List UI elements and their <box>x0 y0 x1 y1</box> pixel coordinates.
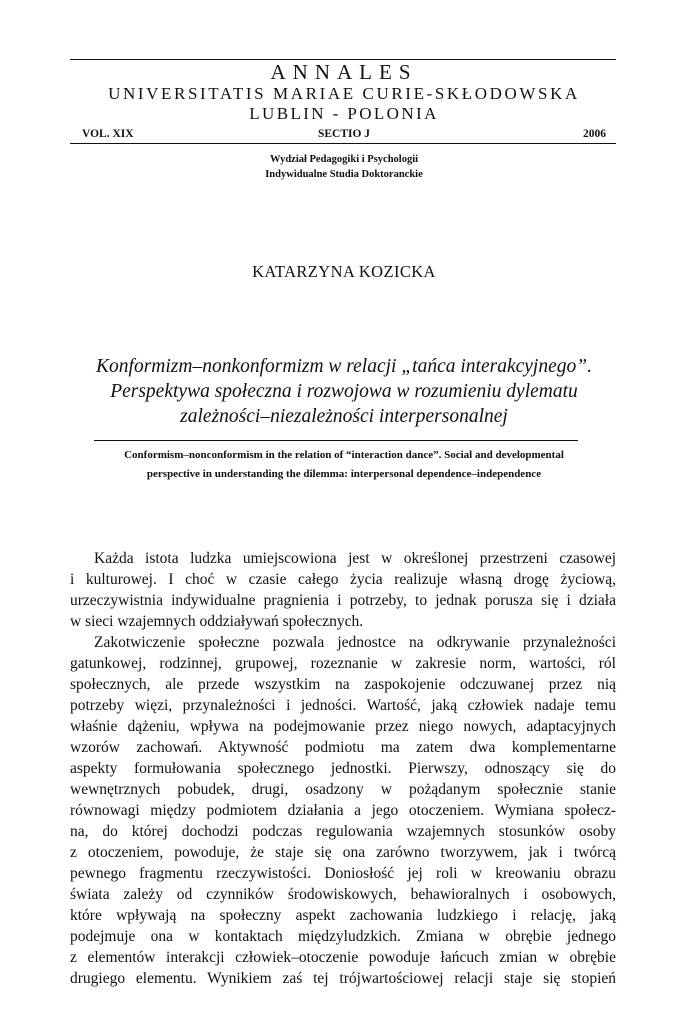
english-title-line: perspective in understanding the dilemma: interpersonal dependence–independence <box>146 468 542 480</box>
university-name: UNIVERSITATIS MARIAE CURIE-SKŁODOWSKA <box>108 84 580 103</box>
body-line: równowagi między podmiotem działania a jego otoczeniem. Wymiana społecz- <box>70 802 616 819</box>
header-bottom-rule <box>70 143 616 144</box>
body-line: podejmuje ona w kontaktach międzyludzkich. Zmiana w obrębie jednego <box>70 928 616 945</box>
body-line: pewnego fragmentu rzeczywistości. Doniosłość jej roli w kreowaniu obrazu <box>70 865 616 882</box>
body-line: które wpływają na społeczny aspekt zachowania ludzkiego i relację, jaką <box>70 907 616 924</box>
paper-title-line: Konformizm–nonkonformizm w relacji „tańca interakcyjnego”. <box>96 356 592 377</box>
body-line: właśnie dążeniu, wpływa na podejmowanie przez niego nowych, adaptacyjnych <box>70 718 616 735</box>
title-rule <box>94 440 578 441</box>
body-line: Zakotwiczenie społeczne pozwala jednostce na odkrywanie przynależności <box>94 634 616 651</box>
journal-section: SECTIO J <box>317 128 371 140</box>
body-line: urzeczywistnia indywidualne pragnienia i potrzeby, to jednak porusza się i działa <box>70 592 616 609</box>
paper-title-line: zależności–niezależności interpersonalnej <box>180 406 508 427</box>
paper-title-line: Perspektywa społeczna i rozwojowa w rozumieniu dylematu <box>110 381 578 402</box>
english-title-line: Conformism–nonconformism in the relation of “interaction dance”. Social and developmental <box>124 449 564 461</box>
body-line: Każda istota ludzka umiejscowiona jest w określonej przestrzeni czasowej <box>94 550 616 567</box>
body-line: aspekty formułowania społecznego jednostki. Pierwszy, odnoszący się do <box>70 760 616 777</box>
body-line: drugiego elementu. Wynikiem zaś tej trójwartościowej relacji staje się stopień <box>70 970 616 987</box>
volume-row <box>82 126 606 142</box>
volume-number: VOL. XIX <box>82 128 134 140</box>
journal-name: ANNALES <box>270 60 418 84</box>
publication-year: 2006 <box>583 128 606 140</box>
body-line: społecznych, ale przede wszystkim na zaspokojenie odczuwanej przez nią <box>70 676 616 693</box>
body-line: w sieci wzajemnych oddziaływań społecznych. <box>70 613 364 630</box>
affiliation-program: Indywidualne Studia Doktoranckie <box>265 169 423 180</box>
body-line: z elementów interakcji człowiek–otoczenie powoduje łańcuch zmian w obrębie <box>70 949 616 966</box>
affiliation-faculty: Wydział Pedagogiki i Psychologii <box>269 154 419 165</box>
body-line: świata zależy od czynników środowiskowych, behawioralnych i osobowych, <box>70 886 616 903</box>
body-line: z otoczeniem, powoduje, że staje się ona zarówno tworzywem, jak i twórcą <box>70 844 616 861</box>
body-line: i kulturowej. I choć w czasie całego życia realizuje własną drogę życiową, <box>70 571 616 588</box>
author-name: KATARZYNA KOZICKA <box>252 262 436 281</box>
body-line: wewnętrznych pobudek, drugi, osadzony w pożądanym społecznie stanie <box>70 781 616 798</box>
journal-location: LUBLIN - POLONIA <box>249 104 439 123</box>
body-line: wzorów zachowań. Aktywność podmiotu ma zatem dwa komplementarne <box>70 739 616 756</box>
body-line: potrzeby więzi, przynależności i jedności. Wartość, jaką człowiek nadaje temu <box>70 697 616 714</box>
body-line: gatunkowej, rodzinnej, grupowej, rozeznanie w zakresie norm, wartości, ról <box>70 655 616 672</box>
body-line: na, do której dochodzi podczas regulowania wzajemnych stosunków osoby <box>70 823 616 840</box>
